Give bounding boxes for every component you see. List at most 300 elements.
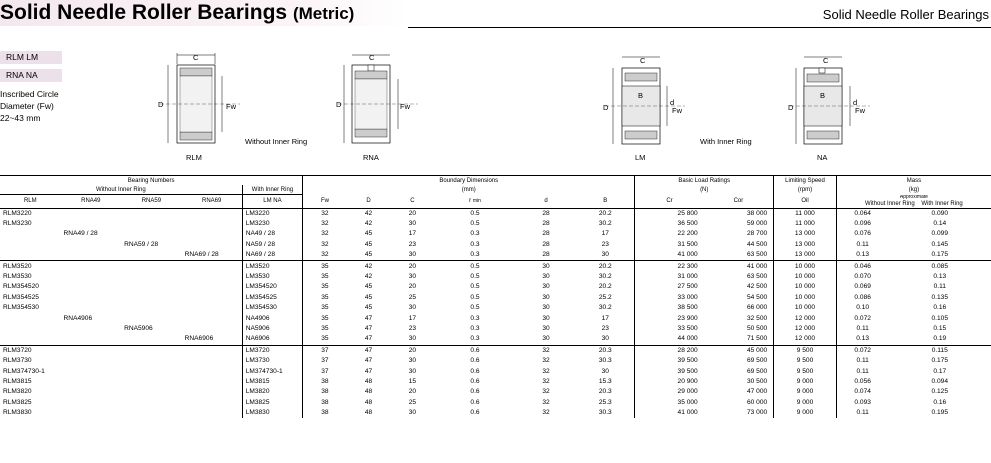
cell-rna59 bbox=[121, 398, 182, 408]
cell-r: 0.5 bbox=[470, 304, 480, 312]
cell-D: 47 bbox=[364, 314, 373, 322]
cell-D: 42 bbox=[347, 208, 391, 219]
cell-m1: 0.076 bbox=[836, 229, 888, 239]
table-row bbox=[0, 229, 991, 239]
cell-rlm: RLM354525 bbox=[3, 293, 39, 301]
cell-rna59 bbox=[121, 261, 182, 272]
without-inner-ring-label: Without Inner Ring bbox=[245, 137, 308, 146]
cell-D: 42 bbox=[364, 273, 373, 281]
cell-rna69 bbox=[182, 208, 243, 219]
cell-m1: 0.10 bbox=[836, 303, 888, 313]
table-row bbox=[0, 377, 991, 387]
cell-rna49: RNA49 / 28 bbox=[63, 230, 98, 238]
cell-C: 30 bbox=[408, 357, 417, 365]
cell-B: 20.2 bbox=[576, 208, 635, 219]
cell-rna69 bbox=[182, 282, 243, 292]
cell-B: 30 bbox=[601, 335, 609, 343]
cell-rna49 bbox=[61, 377, 122, 387]
table-row bbox=[0, 303, 991, 313]
cell-cor: 63 500 bbox=[747, 273, 768, 281]
cell-lmna: NA49 / 28 bbox=[242, 229, 303, 239]
cell-d: 32 bbox=[516, 345, 577, 356]
col-r: r min bbox=[469, 198, 481, 204]
cell-m1: 0.11 bbox=[836, 408, 888, 418]
cell-B: 23 bbox=[601, 324, 609, 332]
cell-lmna: NA59 / 28 bbox=[242, 240, 303, 250]
cell-cor: 44 500 bbox=[747, 240, 768, 248]
cell-B: 23 bbox=[601, 240, 609, 248]
col-mass-group bbox=[836, 195, 991, 209]
cell-rna49 bbox=[61, 345, 122, 356]
cell-B: 30.3 bbox=[598, 357, 612, 365]
rlm-diagram bbox=[160, 52, 240, 150]
cell-rna69 bbox=[182, 293, 243, 303]
cell-D: 45 bbox=[364, 283, 373, 291]
col-rlm: RLM bbox=[23, 198, 37, 205]
dim-c-lm: C bbox=[640, 56, 646, 65]
cell-D: 47 bbox=[364, 367, 373, 375]
cell-D: 48 bbox=[364, 377, 373, 385]
cell-cor: 63 500 bbox=[747, 251, 768, 259]
col-r-min: min bbox=[472, 198, 481, 204]
table-row bbox=[0, 366, 991, 376]
dim-c-na: C bbox=[823, 56, 829, 65]
cell-cor: 47 000 bbox=[747, 388, 768, 396]
cell-rlm: RLM3220 bbox=[0, 208, 61, 219]
cell-cor: 32 500 bbox=[747, 314, 768, 322]
h-speed: Limiting Speed bbox=[774, 176, 837, 186]
cell-rna49 bbox=[61, 356, 122, 366]
cell-m2: 0.105 bbox=[931, 314, 949, 322]
cell-m2: 0.195 bbox=[931, 409, 949, 417]
cell-rna59 bbox=[121, 229, 182, 239]
cell-C: 30 bbox=[408, 409, 417, 417]
cell-lmna: LM3230 bbox=[242, 219, 303, 229]
cell-cr: 22 300 bbox=[635, 261, 704, 272]
h-n: (N) bbox=[635, 185, 774, 195]
cell-d: 30 bbox=[542, 335, 550, 343]
cell-rna69 bbox=[182, 303, 243, 313]
cell-cr: 39 500 bbox=[635, 356, 704, 366]
table-row bbox=[0, 219, 991, 229]
cell-cr: 41 000 bbox=[635, 408, 704, 418]
cell-rna69 bbox=[182, 398, 243, 408]
cell-oil: 11 000 bbox=[774, 208, 837, 219]
cell-rna69 bbox=[182, 324, 243, 334]
cell-rlm: RLM3730 bbox=[3, 357, 32, 365]
cell-fw: 38 bbox=[303, 398, 347, 408]
cell-oil: 9 000 bbox=[774, 377, 837, 387]
dim-fw-na: Fw bbox=[855, 106, 865, 115]
cell-fw: 38 bbox=[303, 377, 347, 387]
cell-m1: 0.070 bbox=[836, 272, 888, 282]
cell-fw: 35 bbox=[303, 293, 347, 303]
dim-d-rlm: D bbox=[158, 100, 164, 109]
header-rule bbox=[408, 27, 991, 28]
dim-fw-lm: Fw bbox=[672, 106, 682, 115]
cell-rna59: RNA59 / 28 bbox=[124, 240, 159, 248]
cell-r: 0.3 bbox=[470, 335, 480, 343]
cell-oil: 13 000 bbox=[774, 250, 837, 261]
cell-C: 17 bbox=[408, 230, 417, 238]
table-row bbox=[0, 261, 991, 272]
cell-rna59 bbox=[121, 272, 182, 282]
cell-cr: 31 000 bbox=[635, 272, 704, 282]
with-inner-ring-label: With Inner Ring bbox=[700, 137, 752, 146]
cell-fw: 35 bbox=[303, 282, 347, 292]
cell-m2: 0.175 bbox=[931, 357, 949, 365]
cell-cr: 41 000 bbox=[635, 250, 704, 261]
cell-rlm: RLM3230 bbox=[3, 220, 32, 228]
cell-cor: 41 000 bbox=[704, 261, 774, 272]
figure-label-lm: LM bbox=[635, 153, 646, 162]
cell-m2: 0.135 bbox=[931, 293, 949, 301]
cell-rna59: RNA5906 bbox=[124, 324, 153, 332]
cell-rna59 bbox=[121, 366, 182, 376]
col-cor: Cor bbox=[733, 198, 744, 204]
cell-rna49: RNA4906 bbox=[63, 314, 93, 322]
cell-lmna: NA4906 bbox=[242, 313, 303, 323]
col-lm-na: LM NA bbox=[242, 195, 303, 209]
cell-r: 0.6 bbox=[470, 367, 480, 375]
dim-d-na: D bbox=[788, 103, 794, 112]
figure-label-rlm: RLM bbox=[186, 153, 202, 162]
cell-m2: 0.175 bbox=[931, 251, 949, 259]
cell-m2: 0.19 bbox=[933, 335, 947, 343]
cell-rna59 bbox=[121, 377, 182, 387]
cell-C: 20 bbox=[390, 345, 434, 356]
cell-B: 20.3 bbox=[598, 388, 612, 396]
cell-m2: 0.145 bbox=[931, 240, 949, 248]
col-rna49: RNA49 bbox=[81, 198, 101, 205]
cell-r: 0.5 bbox=[470, 283, 480, 291]
cell-m2: 0.099 bbox=[931, 230, 949, 238]
cell-B: 17 bbox=[601, 314, 609, 322]
rna-diagram bbox=[338, 52, 418, 150]
table-row bbox=[0, 408, 991, 418]
cell-rlm: RLM3825 bbox=[3, 398, 32, 406]
cell-rlm bbox=[0, 250, 61, 261]
cell-cr: 36 500 bbox=[635, 219, 704, 229]
cell-rna69 bbox=[182, 272, 243, 282]
dim-d-small-lm: d bbox=[670, 98, 675, 107]
col-d-inner: d bbox=[544, 198, 548, 204]
cell-lmna: NA69 / 28 bbox=[242, 250, 303, 261]
page-subtitle: (Metric) bbox=[292, 4, 355, 23]
table-row bbox=[0, 387, 991, 397]
cell-lmna: LM3220 bbox=[242, 208, 303, 219]
cell-cor: 30 500 bbox=[747, 377, 768, 385]
figure-label-na: NA bbox=[817, 153, 828, 162]
cell-rlm: RLM354530 bbox=[3, 304, 39, 312]
cell-d: 30 bbox=[542, 283, 550, 291]
cell-fw: 35 bbox=[303, 303, 347, 313]
cell-rna49 bbox=[61, 240, 122, 250]
table-row bbox=[0, 313, 991, 323]
cell-rna49 bbox=[61, 261, 122, 272]
cell-cor: 73 000 bbox=[747, 409, 768, 417]
cell-lmna: LM3730 bbox=[242, 356, 303, 366]
cell-C: 30 bbox=[408, 251, 417, 259]
cell-D: 47 bbox=[364, 357, 373, 365]
h-rpm: (rpm) bbox=[774, 185, 837, 195]
cell-d: 28 bbox=[542, 240, 550, 248]
table-row bbox=[0, 345, 991, 356]
cell-B: 30 bbox=[601, 367, 609, 375]
cell-rna49 bbox=[61, 208, 122, 219]
cell-cr: 39 500 bbox=[635, 366, 704, 376]
cell-m1: 0.13 bbox=[836, 250, 888, 261]
cell-fw: 35 bbox=[303, 334, 347, 345]
col-cr: Cr bbox=[635, 195, 704, 209]
cell-C: 23 bbox=[408, 324, 417, 332]
cell-oil: 10 000 bbox=[774, 293, 837, 303]
table-row bbox=[0, 356, 991, 366]
cell-oil: 13 000 bbox=[774, 229, 837, 239]
col-rna69: RNA69 bbox=[201, 198, 222, 205]
cell-cor: 69 500 bbox=[747, 367, 768, 375]
h-kg: (kg) bbox=[836, 185, 991, 195]
na-diagram bbox=[790, 52, 870, 150]
cell-C: 15 bbox=[408, 377, 417, 385]
cell-rna59 bbox=[121, 356, 182, 366]
cell-d: 30 bbox=[542, 324, 550, 332]
cell-cor: 38 000 bbox=[704, 208, 774, 219]
cell-rna69 bbox=[182, 408, 243, 418]
cell-rna59 bbox=[121, 303, 182, 313]
cell-oil: 9 000 bbox=[774, 398, 837, 408]
cell-m1: 0.11 bbox=[836, 356, 888, 366]
cell-oil: 10 000 bbox=[774, 303, 837, 313]
cell-fw: 32 bbox=[303, 219, 347, 229]
cell-rna49 bbox=[61, 293, 122, 303]
cell-oil: 12 000 bbox=[774, 313, 837, 323]
cell-r: 0.6 bbox=[470, 357, 480, 365]
col-rna59: RNA59 bbox=[141, 198, 162, 205]
cell-D: 45 bbox=[364, 230, 373, 238]
cell-rna49 bbox=[61, 272, 122, 282]
inscribed-circle-note bbox=[0, 88, 59, 124]
cell-r: 0.6 bbox=[470, 409, 480, 417]
cell-fw: 38 bbox=[303, 387, 347, 397]
cell-D: 47 bbox=[347, 345, 391, 356]
cell-cr: 44 000 bbox=[635, 334, 704, 345]
cell-rna69 bbox=[182, 387, 243, 397]
cell-oil: 11 000 bbox=[774, 219, 837, 229]
cell-D: 45 bbox=[364, 240, 373, 248]
cell-d: 30 bbox=[542, 304, 550, 312]
dim-b-lm: B bbox=[638, 91, 644, 100]
cell-C: 30 bbox=[408, 335, 417, 343]
cell-m2: 0.085 bbox=[889, 261, 991, 272]
cell-m2: 0.17 bbox=[933, 367, 947, 375]
table-row bbox=[0, 334, 991, 345]
cell-rlm bbox=[0, 229, 61, 239]
cell-lmna: LM354525 bbox=[242, 293, 303, 303]
cell-m2: 0.11 bbox=[933, 283, 946, 291]
cell-rna49 bbox=[61, 219, 122, 229]
table-row bbox=[0, 240, 991, 250]
cell-C: 20 bbox=[408, 388, 417, 396]
cell-cor: 59 000 bbox=[747, 220, 768, 228]
cell-r: 0.5 bbox=[470, 220, 480, 228]
cell-lmna: NA5906 bbox=[242, 324, 303, 334]
cell-m2: 0.125 bbox=[931, 388, 949, 396]
cell-lmna: LM3720 bbox=[242, 345, 303, 356]
cell-lmna: LM374730-1 bbox=[242, 366, 303, 376]
circle-note-line3: 22~43 mm bbox=[0, 113, 41, 123]
cell-cor: 69 500 bbox=[747, 357, 768, 365]
cell-fw: 32 bbox=[303, 229, 347, 239]
cell-r: 0.6 bbox=[470, 388, 480, 396]
cell-d: 32 bbox=[542, 388, 550, 396]
cell-r: 0.5 bbox=[470, 273, 480, 281]
cell-rlm bbox=[0, 240, 61, 250]
col-oil: Oil bbox=[774, 195, 837, 209]
cell-rna49 bbox=[61, 250, 122, 261]
cell-B: 30 bbox=[601, 251, 609, 259]
table-row bbox=[0, 398, 991, 408]
cell-rlm: RLM3830 bbox=[3, 409, 32, 417]
cell-rna49 bbox=[61, 398, 122, 408]
cell-d: 30 bbox=[542, 273, 550, 281]
cell-fw: 35 bbox=[303, 313, 347, 323]
cell-d: 32 bbox=[542, 357, 550, 365]
cell-d: 30 bbox=[542, 293, 550, 301]
cell-B: 20.3 bbox=[576, 345, 635, 356]
cell-C: 23 bbox=[408, 240, 417, 248]
cell-B: 30.3 bbox=[598, 409, 612, 417]
cell-cr: 20 900 bbox=[635, 377, 704, 387]
cell-D: 48 bbox=[364, 388, 373, 396]
cell-rna59 bbox=[121, 313, 182, 323]
cell-oil: 10 000 bbox=[774, 261, 837, 272]
cell-m2: 0.16 bbox=[933, 304, 947, 312]
cell-cr: 22 200 bbox=[635, 229, 704, 239]
cell-d: 28 bbox=[542, 220, 550, 228]
cell-r: 0.5 bbox=[434, 261, 515, 272]
table-row bbox=[0, 282, 991, 292]
cell-oil: 9 000 bbox=[774, 408, 837, 418]
cell-D: 45 bbox=[364, 251, 373, 259]
cell-rlm: RLM3720 bbox=[0, 345, 61, 356]
cell-rlm bbox=[0, 313, 61, 323]
cell-rna69 bbox=[182, 261, 243, 272]
cell-fw: 32 bbox=[303, 208, 347, 219]
cell-rlm: RLM3530 bbox=[3, 273, 32, 281]
cell-lmna: NA6906 bbox=[242, 334, 303, 345]
cell-B: 20.2 bbox=[576, 261, 635, 272]
cell-rlm: RLM3815 bbox=[3, 377, 32, 385]
h-boundary: Boundary Dimensions bbox=[303, 176, 635, 186]
circle-note-line2: Diameter (Fw) bbox=[0, 101, 54, 111]
type-tag-rna-na: RNA NA bbox=[0, 69, 62, 82]
cell-rlm bbox=[0, 334, 61, 345]
cell-C: 25 bbox=[408, 293, 417, 301]
cell-cr: 33 500 bbox=[635, 324, 704, 334]
cell-fw: 37 bbox=[303, 356, 347, 366]
cell-m1: 0.074 bbox=[836, 387, 888, 397]
cell-oil: 10 000 bbox=[774, 282, 837, 292]
cell-lmna: LM354530 bbox=[242, 303, 303, 313]
cell-lmna: LM3820 bbox=[242, 387, 303, 397]
cell-rna69 bbox=[182, 229, 243, 239]
table-row bbox=[0, 208, 991, 219]
cell-cor: 71 500 bbox=[747, 335, 768, 343]
cell-d: 30 bbox=[542, 314, 550, 322]
cell-oil: 9 500 bbox=[774, 366, 837, 376]
cell-C: 17 bbox=[408, 314, 417, 322]
cell-rlm bbox=[0, 324, 61, 334]
cell-rna59 bbox=[121, 282, 182, 292]
table-row bbox=[0, 324, 991, 334]
cell-oil: 9 500 bbox=[774, 356, 837, 366]
cell-m2: 0.090 bbox=[889, 208, 991, 219]
h-bearing-numbers: Bearing Numbers bbox=[0, 176, 303, 186]
h-mass: Mass bbox=[836, 176, 991, 186]
cell-cor: 45 000 bbox=[704, 345, 774, 356]
cell-lmna: LM3530 bbox=[242, 272, 303, 282]
cell-cr: 23 900 bbox=[635, 313, 704, 323]
cell-oil: 9 500 bbox=[774, 345, 837, 356]
cell-D: 45 bbox=[364, 293, 373, 301]
dim-d-rna: D bbox=[336, 100, 342, 109]
cell-cor: 66 000 bbox=[747, 304, 768, 312]
spec-table bbox=[0, 175, 991, 418]
cell-rna59 bbox=[121, 345, 182, 356]
cell-cr: 29 000 bbox=[635, 387, 704, 397]
cell-d: 32 bbox=[542, 409, 550, 417]
cell-oil: 13 000 bbox=[774, 240, 837, 250]
cell-lmna: LM3520 bbox=[242, 261, 303, 272]
cell-m2: 0.13 bbox=[933, 273, 947, 281]
cell-rna69 bbox=[182, 313, 243, 323]
cell-d: 32 bbox=[542, 367, 550, 375]
cell-rna49 bbox=[61, 366, 122, 376]
cell-rna49 bbox=[61, 324, 122, 334]
cell-m2: 0.14 bbox=[933, 220, 947, 228]
cell-C: 30 bbox=[408, 304, 417, 312]
cell-m1: 0.086 bbox=[836, 293, 888, 303]
cell-m1: 0.072 bbox=[836, 345, 888, 356]
cell-m1: 0.11 bbox=[836, 366, 888, 376]
table-row bbox=[0, 250, 991, 261]
cell-B: 20.2 bbox=[598, 283, 612, 291]
col-fw: Fw bbox=[303, 195, 347, 209]
h-with-inner: With Inner Ring bbox=[242, 185, 303, 195]
dim-d-lm: D bbox=[603, 103, 609, 112]
cell-rna69 bbox=[182, 219, 243, 229]
cell-m2: 0.115 bbox=[889, 345, 991, 356]
cell-rna69 bbox=[182, 345, 243, 356]
cell-cor: 60 000 bbox=[747, 398, 768, 406]
cell-m1: 0.072 bbox=[836, 313, 888, 323]
col-c: C bbox=[410, 198, 415, 204]
cell-rna59 bbox=[121, 334, 182, 345]
cell-rna59 bbox=[121, 387, 182, 397]
cell-D: 47 bbox=[364, 324, 373, 332]
cell-r: 0.6 bbox=[470, 377, 480, 385]
cell-m1: 0.11 bbox=[836, 324, 888, 334]
table-row bbox=[0, 272, 991, 282]
cell-rna69 bbox=[182, 356, 243, 366]
cell-C: 20 bbox=[390, 208, 434, 219]
cell-rna59 bbox=[121, 250, 182, 261]
cell-m2: 0.15 bbox=[933, 324, 947, 332]
cell-fw: 35 bbox=[303, 261, 347, 272]
col-b: B bbox=[603, 198, 608, 204]
figure-label-rna: RNA bbox=[363, 153, 379, 162]
